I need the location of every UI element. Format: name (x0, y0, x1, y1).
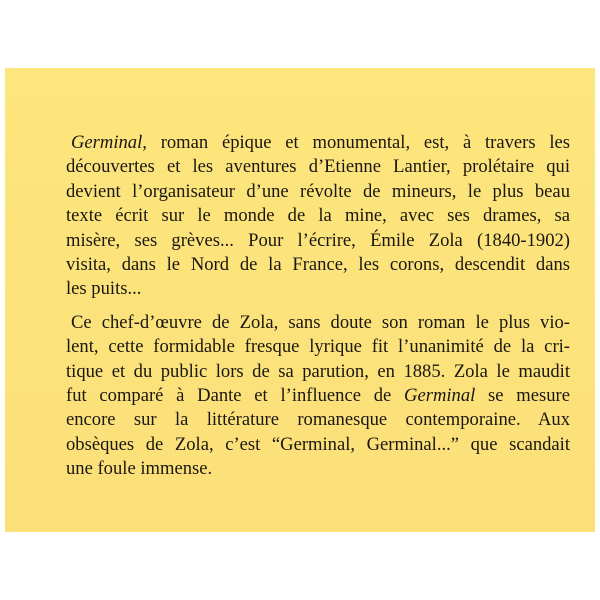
text-line (61, 229, 570, 253)
text-line (61, 360, 570, 384)
text-line (61, 408, 570, 432)
blurb-text (61, 131, 570, 482)
italic-title: Germinal, (71, 132, 147, 153)
paragraph (61, 131, 570, 302)
text-run: découvertes et les aventures d’Etienne Lantier, prolétaire qui (66, 156, 570, 178)
text-line (61, 433, 570, 457)
text-run: visita, dans le Nord de la France, les corons, descendit dans (66, 254, 570, 276)
text-run: Ce chef-d’œuvre de Zola, sans doute son roman le plus vio- (71, 311, 570, 333)
text-line (61, 457, 570, 481)
text-run: tique et du public lors de sa parution, en 1885. Zola le maudit (66, 360, 570, 382)
text-line (61, 180, 570, 204)
text-line (61, 155, 570, 179)
text-run: une foule immense. (66, 458, 213, 480)
text-run: les puits... (66, 278, 142, 300)
text-run: encore sur la littérature romanesque contemporaine. Aux (66, 409, 570, 431)
text-line (61, 311, 570, 335)
text-line (61, 335, 570, 359)
text-line (61, 277, 570, 301)
text-run: obsèques de Zola, c’est “Germinal, Germinal...” que scandait (66, 433, 570, 455)
text-run: fut comparé à Dante et l’influence de (66, 385, 405, 407)
text-line (61, 131, 570, 155)
paragraph (61, 311, 570, 482)
text-run: lent, cette formidable fresque lyrique fit l’unanimité de la cri- (66, 336, 570, 358)
text-run: roman épique et monumental, est, à travers les (146, 132, 570, 153)
text-line (61, 253, 570, 277)
text-run: devient l’organisateur d’une révolte de mineurs, le plus beau (66, 180, 570, 202)
text-line (61, 384, 570, 408)
text-run: misère, ses grèves... Pour l’écrire, Émile Zola (1840-1902) (66, 229, 570, 251)
text-run: se mesure (475, 385, 570, 407)
text-run: texte écrit sur le monde de la mine, avec ses drames, sa (66, 205, 570, 227)
text-line (61, 204, 570, 228)
italic-title: Germinal (404, 385, 476, 407)
